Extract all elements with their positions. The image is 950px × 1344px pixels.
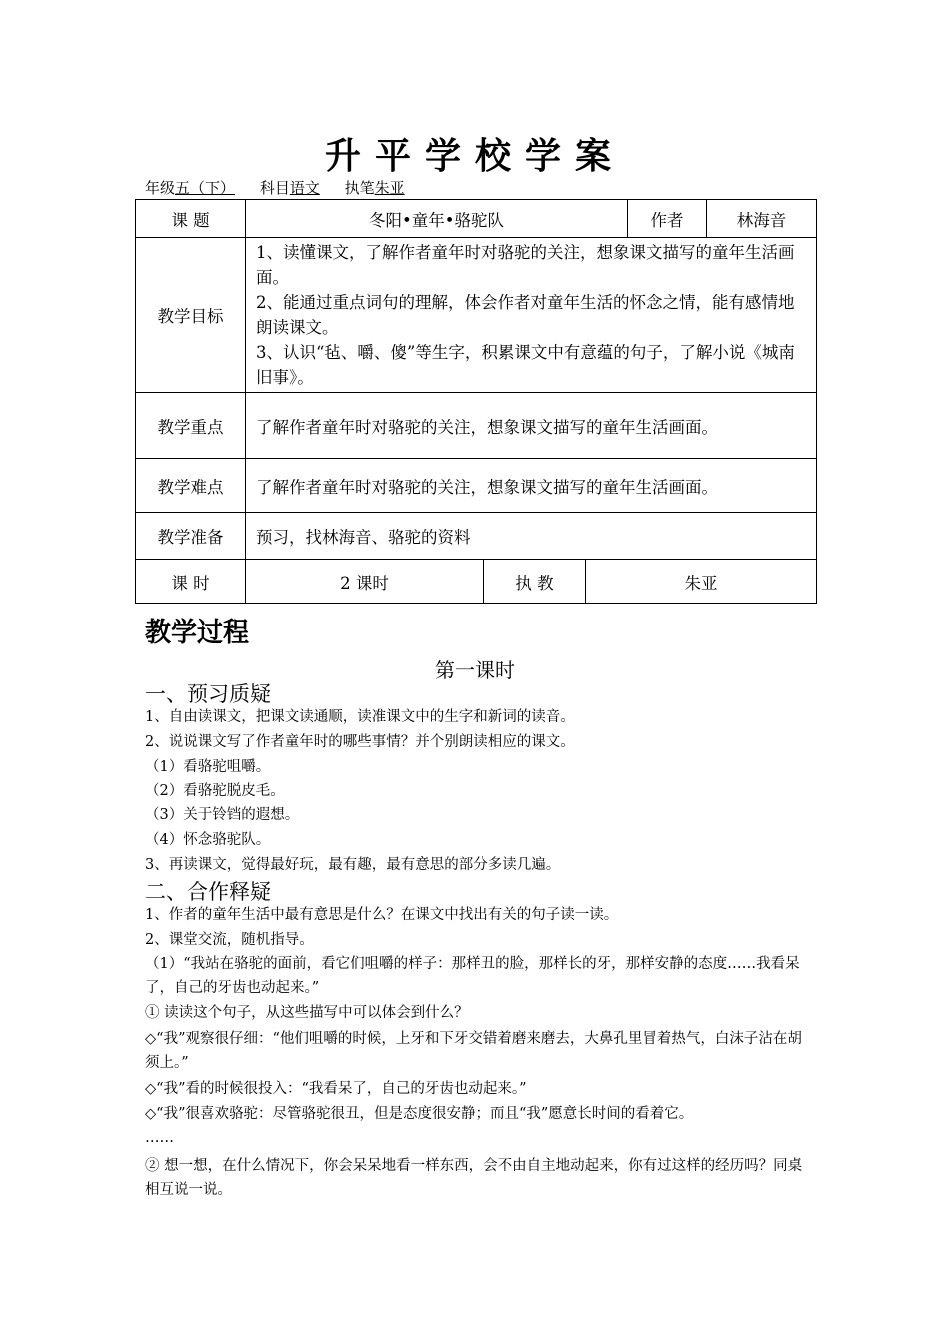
paragraph: 1、自由读课文，把课文读通顺，读准课文中的生字和新词的读音。 <box>145 709 575 725</box>
paragraph: （4）怀念骆驼队。 <box>145 832 271 848</box>
lesson-plan-table <box>135 199 817 604</box>
writer-value: 朱亚 <box>374 179 405 197</box>
difficulty-value: 了解作者童年时对骆驼的关注，想象课文描写的童年生活画面。 <box>246 459 817 513</box>
page-title: 升平学校学案 <box>324 135 625 177</box>
section-heading-preview: 一、预习质疑 <box>145 682 271 706</box>
goal-item: 3、认识“毡、嚼、傻”等生字，积累课文中有意蕴的句子，了解小说《城南旧事》。 <box>256 343 795 387</box>
paragraph: ① 读读这个句子，从这些描写中可以体会到什么？ <box>145 1005 469 1021</box>
topic-label: 课 题 <box>136 200 246 238</box>
teacher-label: 执 教 <box>484 560 586 604</box>
preparation-label: 教学准备 <box>136 513 246 560</box>
goal-item: 2、能通过重点词句的理解，体会作者对童年生活的怀念之情，能有感情地朗读课文。 <box>256 293 795 337</box>
preparation-value: 预习，找林海音、骆驼的资料 <box>246 513 817 560</box>
paragraph: （1）“我站在骆驼的面前，看它们咀嚼的样子：那样丑的脸，那样长的牙，那样安静的态度……我看呆了，自己的牙齿也动起来。” <box>145 956 800 996</box>
key-points-value: 了解作者童年时对骆驼的关注，想象课文描写的童年生活画面。 <box>246 393 817 459</box>
paragraph: 2、课堂交流，随机指导。 <box>145 932 314 948</box>
paragraph: ② 想一想，在什么情况下，你会呆呆地看一样东西，会不由自主地动起来，你有过这样的经历吗？同桌相互说一说。 <box>145 1158 803 1198</box>
difficulty-label: 教学难点 <box>136 459 246 513</box>
preparation-row <box>136 513 817 560</box>
paragraph: 1、作者的童年生活中最有意思是什么？在课文中找出有关的句子读一读。 <box>145 907 619 923</box>
author-cell <box>628 200 817 238</box>
document-meta <box>145 177 405 198</box>
key-points-label: 教学重点 <box>136 393 246 459</box>
section-heading-cooperation: 二、合作释疑 <box>145 880 271 904</box>
author-label: 作者 <box>628 200 707 237</box>
difficulty-row <box>136 459 817 513</box>
grade-value: 五（下） <box>175 179 236 197</box>
paragraph: 2、说说课文写了作者童年时的哪些事情？并个别朗读相应的课文。 <box>145 734 575 750</box>
teacher-value: 朱亚 <box>586 560 817 604</box>
ellipsis: …… <box>145 1130 174 1146</box>
key-points-row <box>136 393 817 459</box>
goals-label: 教学目标 <box>136 238 246 393</box>
hours-row <box>136 560 817 604</box>
paragraph: 3、再读课文，觉得最好玩，最有趣，最有意思的部分多读几遍。 <box>145 857 561 873</box>
paragraph: （2）看骆驼脱皮毛。 <box>145 783 285 799</box>
paragraph: （3）关于铃铛的遐想。 <box>145 807 300 823</box>
goals-list <box>246 238 817 393</box>
hours-value: 2 课时 <box>246 560 484 604</box>
paragraph: ◇“我”看的时候很投入：“我看呆了，自己的牙齿也动起来。” <box>145 1081 527 1097</box>
hours-label: 课 时 <box>136 560 246 604</box>
process-heading: 教学过程 <box>145 618 250 648</box>
writer-label: 执笔 <box>344 179 375 197</box>
subject-value: 语文 <box>289 179 320 197</box>
goals-row <box>136 238 817 393</box>
paragraph: ◇“我”观察很仔细：“他们咀嚼的时候，上牙和下牙交错着磨来磨去，大鼻孔里冒着热气，白沫子沾在胡须上。” <box>145 1031 802 1071</box>
paragraph: （1）看骆驼咀嚼。 <box>145 759 271 775</box>
grade-label: 年级 <box>145 179 176 197</box>
goal-item: 1、读懂课文，了解作者童年时对骆驼的关注，想象课文描写的童年生活画面。 <box>256 243 795 287</box>
lesson-heading: 第一课时 <box>435 658 515 682</box>
paragraph: ◇“我”很喜欢骆驼：尽管骆驼很丑，但是态度很安静；而且“我”愿意长时间的看着它。 <box>145 1106 694 1122</box>
subject-label: 科目 <box>259 179 290 197</box>
topic-value: 冬阳•童年•骆驼队 <box>246 200 628 238</box>
author-value: 林海音 <box>736 210 787 230</box>
topic-row <box>136 200 817 238</box>
